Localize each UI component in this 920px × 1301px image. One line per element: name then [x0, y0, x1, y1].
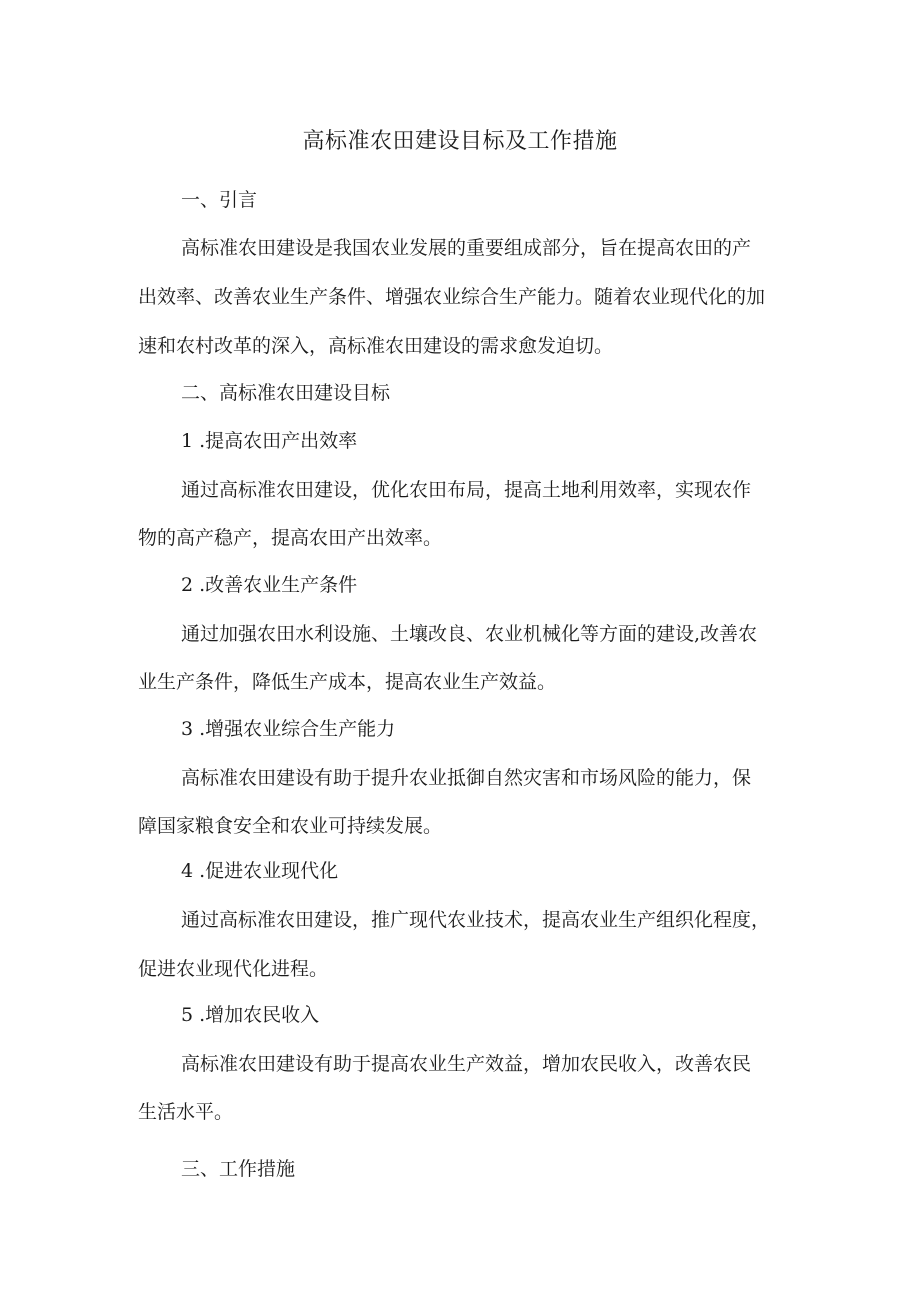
section-heading-measures: 三、工作措施: [181, 1158, 296, 1180]
goal-paragraph-2-line-1: 通过加强农田水利设施、土壤改良、农业机械化等方面的建设,改善农: [181, 623, 758, 645]
intro-paragraph-line-2: 出效率、改善农业生产条件、增强农业综合生产能力。随着农业现代化的加: [138, 286, 766, 308]
goal-paragraph-5-line-1: 高标准农田建设有助于提高农业生产效益，增加农民收入，改善农民: [181, 1053, 752, 1075]
intro-paragraph-line-1: 高标准农田建设是我国农业发展的重要组成部分，旨在提高农田的产: [181, 237, 752, 259]
goal-heading-1: 1 .提高农田产出效率: [181, 430, 358, 452]
intro-paragraph-line-3: 速和农村改革的深入，高标准农田建设的需求愈发迫切。: [138, 335, 614, 357]
goal-paragraph-1-line-2: 物的高产稳产，提高农田产出效率。: [138, 527, 443, 549]
goal-paragraph-4-line-2: 促进农业现代化进程。: [138, 958, 329, 980]
goal-heading-3: 3 .增强农业综合生产能力: [181, 718, 396, 740]
goal-heading-5: 5 .增加农民收入: [181, 1004, 320, 1026]
goal-heading-4: 4 .促进农业现代化: [181, 860, 339, 882]
goal-paragraph-1-line-1: 通过高标准农田建设，优化农田布局，提高土地利用效率，实现农作: [181, 479, 752, 501]
goal-paragraph-5-line-2: 生活水平。: [138, 1101, 234, 1123]
goal-paragraph-3-line-2: 障国家粮食安全和农业可持续发展。: [138, 815, 443, 837]
goal-paragraph-4-line-1: 通过高标准农田建设，推广现代农业技术，提高农业生产组织化程度，: [181, 909, 771, 931]
document-title: 高标准农田建设目标及工作措施: [302, 129, 618, 154]
goal-paragraph-3-line-1: 高标准农田建设有助于提升农业抵御自然灾害和市场风险的能力，保: [181, 767, 752, 789]
section-heading-goals: 二、高标准农田建设目标: [181, 382, 391, 404]
goal-heading-2: 2 .改善农业生产条件: [181, 574, 358, 596]
goal-paragraph-2-line-2: 业生产条件，降低生产成本，提高农业生产效益。: [138, 671, 557, 693]
section-heading-introduction: 一、引言: [181, 189, 258, 211]
